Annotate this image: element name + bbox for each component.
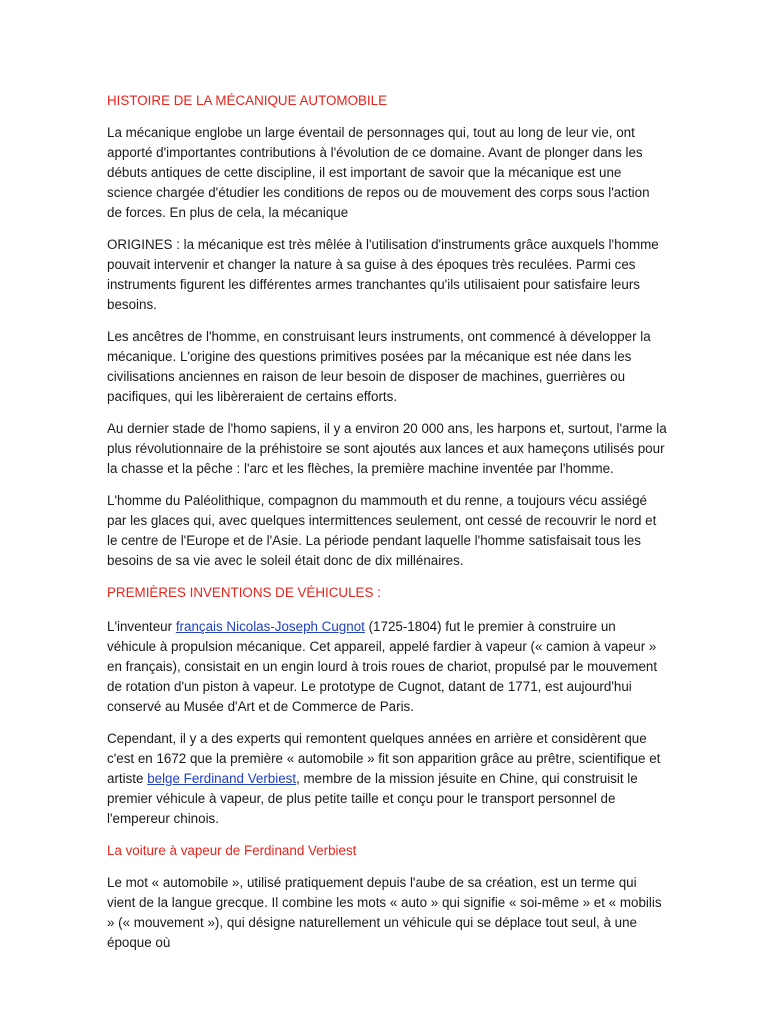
section-title-verbiest-car: La voiture à vapeur de Ferdinand Verbiest [107, 843, 357, 858]
verbiest-paragraph [107, 729, 668, 829]
ancetres-paragraph: Les ancêtres de l'homme, en construisant leurs instruments, ont commencé à développer la mécanique. L'origine des questions primitives posées par la mécanique est née dans les civilisations anciennes en raison de leur besoin de disposer de machines, guerrières ou pacifiques, qui les libèreraient de certains efforts. [107, 329, 651, 404]
verbiest-link[interactable]: belge Ferdinand Verbiest [147, 771, 297, 786]
cugnot-text-after: (1725-1804) fut le premier à construire un véhicule à propulsion mécanique. Cet appareil, appelé fardier à vapeur (« camion à vapeur » en français), consistait en un engin lourd à trois roues de chariot, propulsé par le mouvement de rotation d'un piston à vapeur. Le prototype de Cugnot, datant de 1771, est aujourd'hui conservé au Musée d'Art et de Commerce de Paris. [107, 619, 658, 714]
verbiest-text-before: Cependant, il y a des experts qui remontent quelques années en arrière et considèrent que c'est en 1672 que la première « automobile » fit son apparition grâce au prêtre, scientifique et artiste [107, 731, 661, 786]
paleolithique-paragraph: L'homme du Paléolithique, compagnon du mammouth et du renne, a toujours vécu assiégé par les glaces qui, avec quelques intermittences seulement, ont cessé de recouvrir le nord et le centre de l'Europe et de l'Asie. La période pendant laquelle l'homme satisfaisait tous les besoins de sa vie avec le soleil était donc de dix millénaires. [107, 493, 657, 568]
section-title-inventions: PREMIÈRES INVENTIONS DE VÉHICULES : [107, 585, 381, 600]
verbiest-text-after: , membre de la mission jésuite en Chine, qui construisit le premier véhicule à vapeur, de plus petite taille et conçu pour le transport personnel de l'empereur chinois. [107, 771, 638, 826]
automobile-word-paragraph: Le mot « automobile », utilisé pratiquement depuis l'aube de sa création, est un terme qui vient de la langue grecque. Il combine les mots « auto » qui signifie « soi-même » et « mobilis » (« mouvement »), qui désigne naturellement un véhicule qui se déplace tout seul, à une époque où [107, 875, 662, 950]
cugnot-link[interactable]: français Nicolas-Joseph Cugnot [175, 619, 365, 634]
intro-paragraph: La mécanique englobe un large éventail de personnages qui, tout au long de leur vie, ont apporté d'importantes contributions à l'évolution de ce domaine. Avant de plonger dans les débuts antiques de cette discipline, il est important de savoir que la mécanique est une science chargée d'étudier les conditions de repos ou de mouvement des corps sous l'action de forces. En plus de cela, la mécanique [107, 125, 650, 220]
cugnot-text-before: L'inventeur [107, 619, 176, 634]
document-title: HISTOIRE DE LA MÉCANIQUE AUTOMOBILE [107, 93, 388, 108]
cugnot-paragraph [107, 617, 668, 717]
origines-paragraph: ORIGINES : la mécanique est très mêlée à l'utilisation d'instruments grâce auxquels l'homme pouvait intervenir et changer la nature à sa guise à des époques très reculées. Parmi ces instruments figurent les différentes armes tranchantes qu'ils utilisaient pour satisfaire leurs besoins. [107, 237, 659, 312]
homo-sapiens-paragraph: Au dernier stade de l'homo sapiens, il y a environ 20 000 ans, les harpons et, surtout, l'arme la plus révolutionnaire de la préhistoire se sont ajoutés aux lances et aux hameçons utilisés pour la chasse et la pêche : l'arc et les flèches, la première machine inventée par l'homme. [107, 421, 667, 476]
